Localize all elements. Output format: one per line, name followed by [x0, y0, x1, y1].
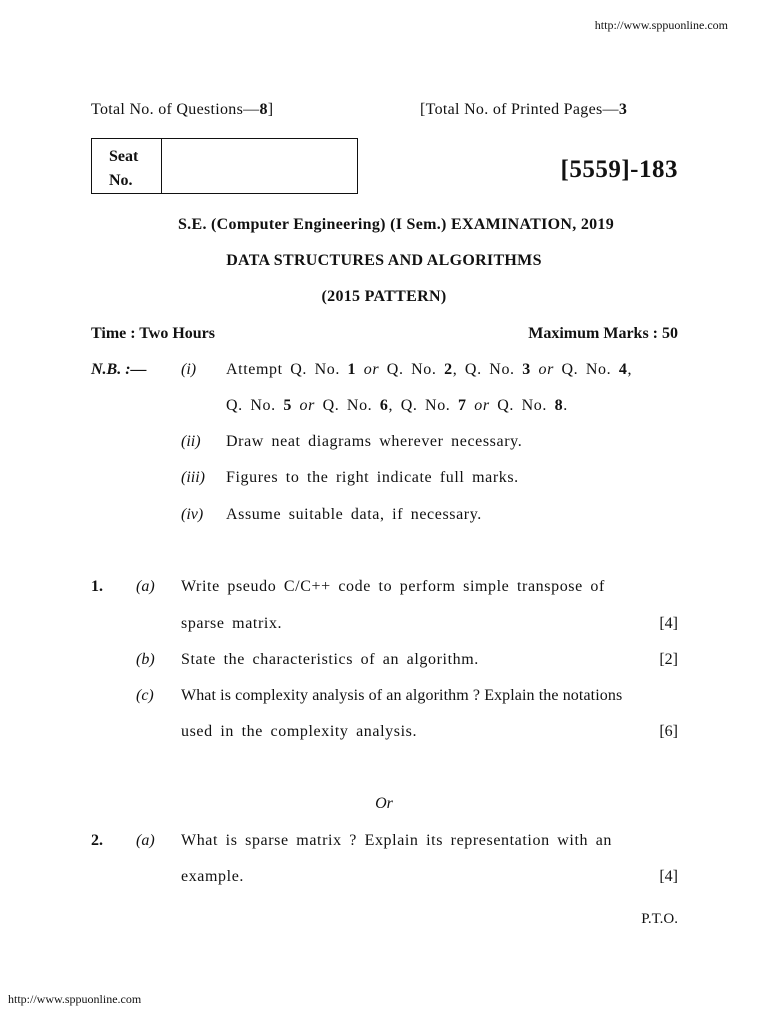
instruction-text: Q. No. 5 or Q. No. 6, Q. No. 7 or Q. No. 8. — [226, 397, 568, 414]
seat-number-field — [162, 139, 357, 193]
or-separator: Or — [375, 795, 393, 812]
part-label: (a) — [136, 578, 155, 595]
nb-label: N.B. :— — [91, 361, 147, 378]
subject-title: DATA STRUCTURES AND ALGORITHMS — [226, 252, 542, 269]
part-label: (c) — [136, 687, 154, 704]
source-url-top: http://www.sppuonline.com — [594, 18, 728, 32]
total-questions: Total No. of Questions—8] — [91, 101, 274, 118]
instruction-text: Attempt Q. No. 1 or Q. No. 2, Q. No. 3 or Q. No. 4, — [226, 361, 633, 378]
pattern-title: (2015 PATTERN) — [321, 288, 447, 305]
total-printed-pages: [Total No. of Printed Pages—3 — [420, 101, 628, 118]
exam-time: Time : Two Hours — [91, 325, 216, 342]
marks-label: [2] — [659, 651, 678, 668]
question-text: What is complexity analysis of an algorithm ? Explain the notations — [181, 687, 623, 704]
instruction-text: Figures to the right indicate full marks. — [226, 469, 519, 486]
marks-label: [6] — [659, 723, 678, 740]
question-text: example. — [181, 868, 244, 885]
exam-title: S.E. (Computer Engineering) (I Sem.) EXAMINATION, 2019 — [177, 216, 615, 233]
marks-label: [4] — [659, 615, 678, 632]
instruction-number: (iii) — [181, 469, 205, 486]
question-text: used in the complexity analysis. — [181, 723, 418, 740]
question-text: What is sparse matrix ? Explain its representation with an — [181, 832, 613, 849]
question-text: sparse matrix. — [181, 615, 283, 632]
instruction-number: (iv) — [181, 506, 204, 523]
instruction-number: (ii) — [181, 433, 201, 450]
maximum-marks: Maximum Marks : 50 — [528, 325, 678, 342]
part-label: (a) — [136, 832, 155, 849]
instruction-text: Draw neat diagrams wherever necessary. — [226, 433, 523, 450]
question-text: Write pseudo C/C++ code to perform simple transpose of — [181, 578, 605, 595]
marks-label: [4] — [659, 868, 678, 885]
seat-number-box — [91, 138, 358, 194]
seat-label-line1: Seat — [109, 148, 139, 165]
source-url-bottom: http://www.sppuonline.com — [8, 992, 142, 1006]
paper-code: [5559]-183 — [560, 156, 678, 183]
instruction-number: (i) — [181, 361, 197, 378]
instruction-text: Assume suitable data, if necessary. — [226, 506, 482, 523]
part-label: (b) — [136, 651, 155, 668]
seat-label-line2: No. — [109, 172, 133, 189]
question-number: 2. — [91, 832, 103, 849]
pto-label: P.T.O. — [641, 911, 678, 927]
seat-label — [92, 139, 162, 193]
question-text: State the characteristics of an algorithm. — [181, 651, 479, 668]
question-number: 1. — [91, 578, 103, 595]
